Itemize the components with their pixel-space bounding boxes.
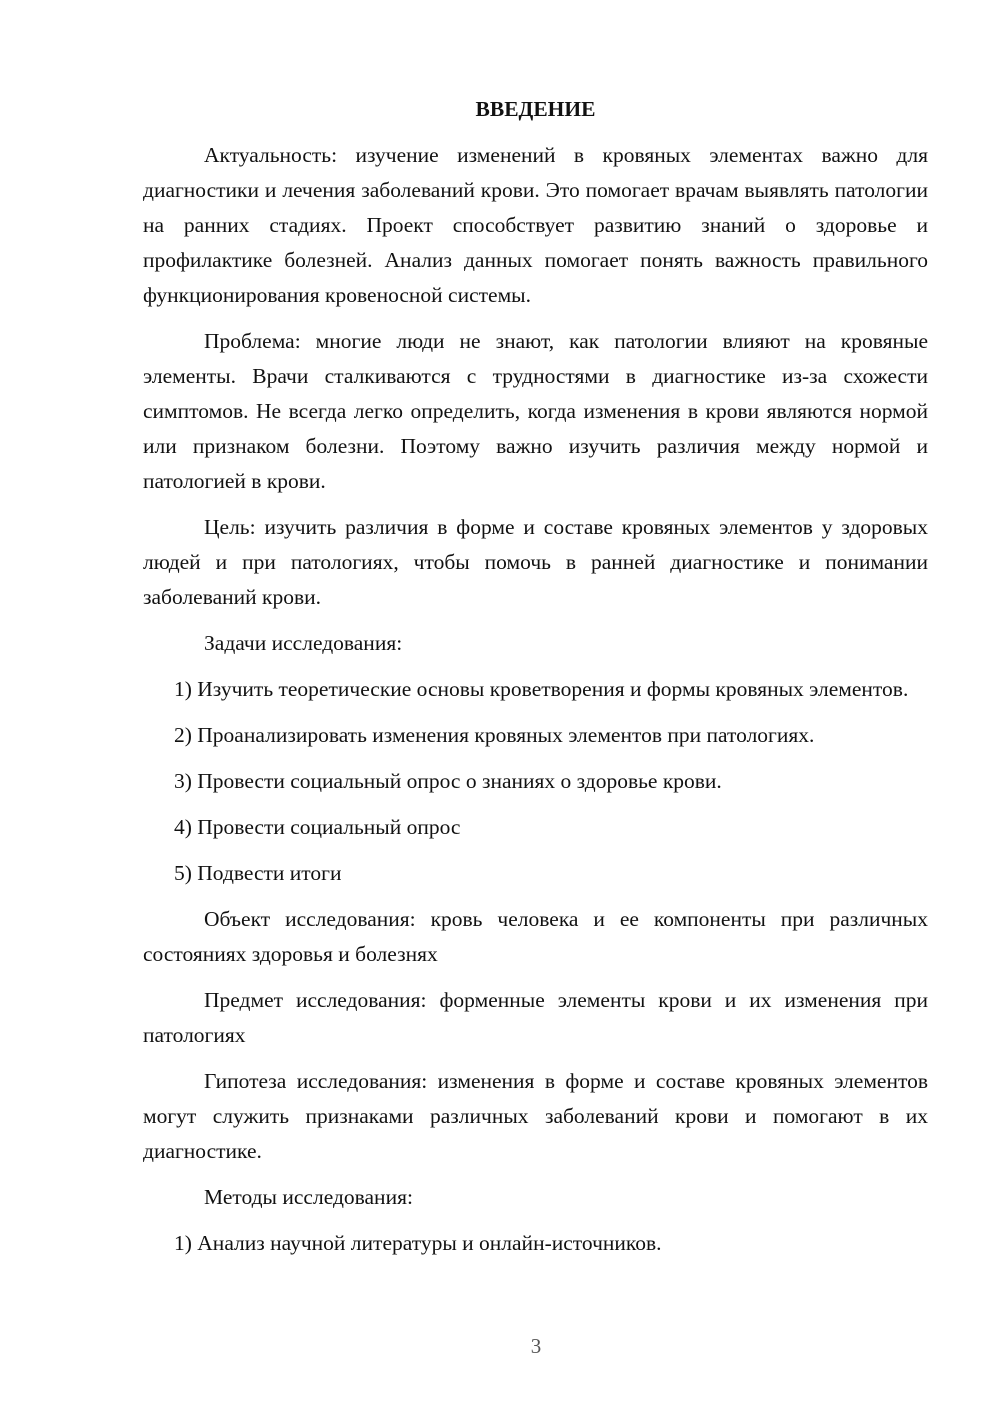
goal-paragraph: Цель: изучить различия в форме и составе кровяных элементов у здоровых людей и при патологиях, чтобы помочь в ранней диагностике и понимании заболеваний крови.: [143, 515, 928, 609]
subject-paragraph: Предмет исследования: форменные элементы крови и их изменения при патологиях: [143, 988, 928, 1047]
tasks-list: [143, 672, 928, 891]
task-item: 1) Изучить теоретические основы кроветворения и формы кровяных элементов.: [174, 677, 909, 701]
page-number: 3: [530, 1334, 542, 1358]
methods-heading: Методы исследования:: [204, 1185, 413, 1209]
section-title: ВВЕДЕНИЕ: [475, 97, 596, 121]
tasks-heading: Задачи исследования:: [204, 631, 403, 655]
relevance-paragraph: Актуальность: изучение изменений в кровяных элементах важно для диагностики и лечения заболеваний крови. Это помогает врачам выявлять патологии на ранних стадиях. Проект способствует развитию знаний о здоровье и профилактике болезней. Анализ данных помогает понять важность правильного функционирования кровеносной системы.: [143, 143, 928, 307]
task-item: 2) Проанализировать изменения кровяных элементов при патологиях.: [174, 723, 815, 747]
hypothesis-paragraph: Гипотеза исследования: изменения в форме и составе кровяных элементов могут служить признаками различных заболеваний крови и помогают в их диагностике.: [143, 1069, 928, 1163]
problem-paragraph: Проблема: многие люди не знают, как патологии влияют на кровяные элементы. Врачи сталкиваются с трудностями в диагностике из-за схожести симптомов. Не всегда легко определить, когда изменения в крови являются нормой или признаком болезни. Поэтому важно изучить различия между нормой и патологией в крови.: [143, 329, 928, 493]
object-paragraph: Объект исследования: кровь человека и ее компоненты при различных состояниях здоровья и болезнях: [143, 907, 928, 966]
task-item: 3) Провести социальный опрос о знаниях о здоровье крови.: [174, 769, 722, 793]
method-item: 1) Анализ научной литературы и онлайн-источников.: [174, 1231, 662, 1255]
document-page: [143, 92, 928, 1272]
task-item: 4) Провести социальный опрос: [174, 815, 461, 839]
task-item: 5) Подвести итоги: [174, 861, 342, 885]
methods-list: [143, 1226, 928, 1261]
